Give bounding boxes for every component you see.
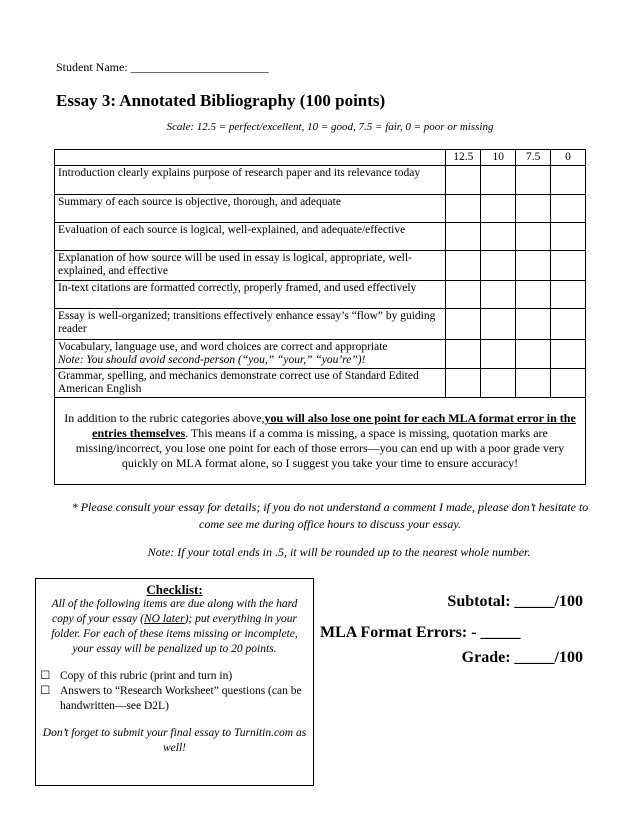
list-item xyxy=(40,684,309,714)
score-cell xyxy=(481,195,516,223)
checklist-items xyxy=(40,669,309,714)
score-cell xyxy=(551,166,586,195)
table-row xyxy=(55,223,586,251)
checkbox-icon: ☐ xyxy=(40,670,51,682)
checklist-desc-part2: ); put everything in your folder. For each of these items missing or incomplete, your essay will be penalized up to 20 points. xyxy=(51,613,298,655)
subtotal-line: Subtotal: _____/100 xyxy=(447,593,583,610)
score-cell xyxy=(551,223,586,251)
consult-essay-note: * Please consult your essay for details; if you do not understand a comment I made, please don’t hesitate to come see me during office hours to discuss your essay. xyxy=(71,500,589,531)
rounding-note: Note: If your total ends in .5, it will be rounded up to the nearest whole number. xyxy=(147,545,531,559)
checklist-box xyxy=(35,578,314,786)
score-cell xyxy=(516,195,551,223)
criteria-header-cell xyxy=(55,150,446,166)
mla-errors-line: MLA Format Errors: - _____ xyxy=(320,624,521,641)
score-cell xyxy=(481,340,516,369)
criterion-organization: Essay is well-organized; transitions effectively enhance essay’s “flow” by guiding reader xyxy=(55,309,446,340)
score-cell xyxy=(481,369,516,398)
table-row xyxy=(55,251,586,281)
score-cell xyxy=(481,166,516,195)
checklist-title: Checklist: xyxy=(146,582,203,597)
table-row xyxy=(55,195,586,223)
mla-error-note xyxy=(55,398,586,485)
score-cell xyxy=(446,251,481,281)
score-cell xyxy=(481,251,516,281)
score-cell xyxy=(481,223,516,251)
table-row xyxy=(55,309,586,340)
score-cell xyxy=(481,281,516,309)
student-name-line: Student Name: _______________________ xyxy=(56,60,269,74)
score-header-10: 10 xyxy=(481,150,516,166)
checklist-footer: Don’t forget to submit your final essay to Turnitin.com as well! xyxy=(42,727,307,754)
checklist-item-worksheet: Answers to “Research Worksheet” questions (can be handwritten—see D2L) xyxy=(60,685,302,712)
score-cell xyxy=(551,369,586,398)
checkbox-icon: ☐ xyxy=(40,685,51,697)
table-row xyxy=(55,369,586,398)
score-cell xyxy=(516,340,551,369)
score-cell xyxy=(551,309,586,340)
score-cell xyxy=(446,195,481,223)
criterion-explanation: Explanation of how source will be used in essay is logical, appropriate, well-explained, and effective xyxy=(55,251,446,281)
table-row xyxy=(55,281,586,309)
score-cell xyxy=(551,340,586,369)
criterion-vocabulary xyxy=(55,340,446,369)
table-row xyxy=(55,340,586,369)
checklist-desc-emphasis: NO later xyxy=(143,613,185,625)
criterion-evaluation: Evaluation of each source is logical, well-explained, and adequate/effective xyxy=(55,223,446,251)
score-cell xyxy=(516,281,551,309)
score-cell xyxy=(446,166,481,195)
score-header-12-5: 12.5 xyxy=(446,150,481,166)
grade-line: Grade: _____/100 xyxy=(461,649,583,666)
score-cell xyxy=(516,223,551,251)
list-item xyxy=(40,669,309,684)
mla-note-intro: In addition to the rubric categories above, xyxy=(64,411,265,425)
criterion-citations: In-text citations are formatted correctly, properly framed, and used effectively xyxy=(55,281,446,309)
criterion-grammar: Grammar, spelling, and mechanics demonstrate correct use of Standard Edited American English xyxy=(55,369,446,398)
mla-note-row xyxy=(55,398,586,485)
score-header-0: 0 xyxy=(551,150,586,166)
score-cell xyxy=(446,281,481,309)
scoring-scale: Scale: 12.5 = perfect/excellent, 10 = good, 7.5 = fair, 0 = poor or missing xyxy=(166,121,494,133)
score-cell xyxy=(446,369,481,398)
score-header-7-5: 7.5 xyxy=(516,150,551,166)
score-cell xyxy=(446,309,481,340)
criterion-introduction: Introduction clearly explains purpose of research paper and its relevance today xyxy=(55,166,446,195)
rubric-table xyxy=(54,149,586,485)
mla-note-rest: . This means if a comma is missing, a space is missing, quotation marks are missing/incorrect, you lose one point for each of those errors—you can end up with a poor grade very quickly on MLA format alone, so I suggest you take your time to ensure accuracy! xyxy=(75,426,565,470)
criterion-vocabulary-text: Vocabulary, language use, and word choices are correct and appropriate xyxy=(58,341,388,353)
criterion-summary: Summary of each source is objective, thorough, and adequate xyxy=(55,195,446,223)
score-cell xyxy=(446,340,481,369)
score-cell xyxy=(481,309,516,340)
checklist-desc-part1: All of the following items are due along with the hard copy of your essay ( xyxy=(51,598,298,625)
checklist-item-rubric: Copy of this rubric (print and turn in) xyxy=(60,670,233,682)
rubric-header-row xyxy=(55,150,586,166)
score-cell xyxy=(516,369,551,398)
second-person-note: Note: You should avoid second-person (“you,” “your,” “you’re”)! xyxy=(58,354,366,366)
mla-note-emphasis: you will also lose one point for each MLA format error in the entries themselves xyxy=(92,411,576,440)
score-cell xyxy=(516,251,551,281)
checklist-description xyxy=(40,597,309,657)
score-cell xyxy=(446,223,481,251)
score-cell xyxy=(551,195,586,223)
score-cell xyxy=(551,281,586,309)
table-row xyxy=(55,166,586,195)
score-cell xyxy=(516,166,551,195)
score-cell xyxy=(551,251,586,281)
page-title: Essay 3: Annotated Bibliography (100 points) xyxy=(56,91,386,110)
score-cell xyxy=(516,309,551,340)
